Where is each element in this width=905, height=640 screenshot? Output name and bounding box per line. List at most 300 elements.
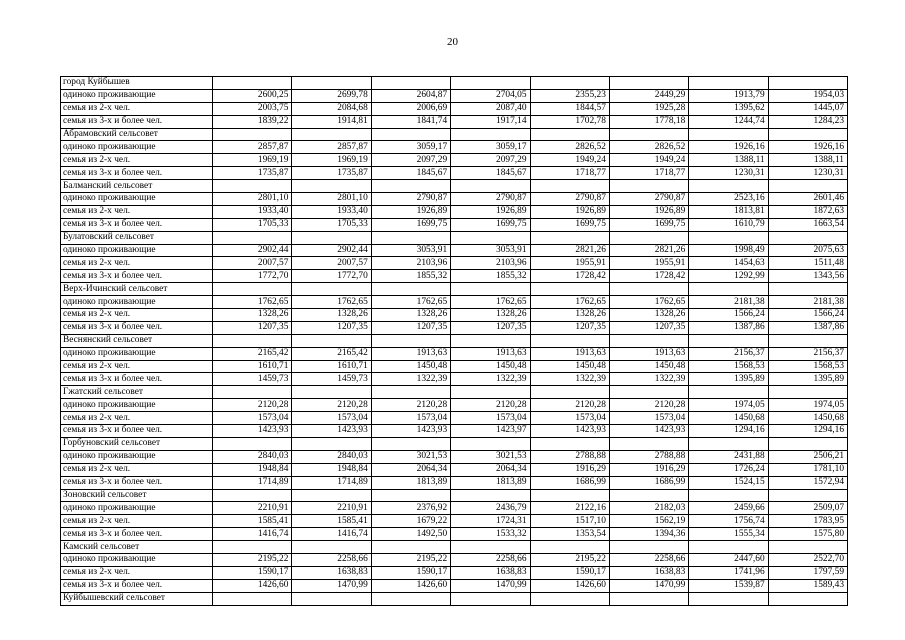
value-cell: 1387,86 (768, 321, 847, 334)
value-cell: 2087,40 (451, 102, 530, 115)
value-cell: 2195,22 (530, 553, 609, 566)
table-row (61, 373, 848, 386)
value-cell: 1207,35 (292, 321, 371, 334)
value-cell: 2120,28 (451, 399, 530, 412)
empty-cell (768, 541, 847, 554)
row-label: одиноко проживающие (61, 553, 213, 566)
value-cell: 1416,74 (213, 528, 292, 541)
value-cell: 1395,89 (689, 373, 768, 386)
value-cell: 2801,10 (292, 193, 371, 206)
empty-cell (768, 128, 847, 141)
section-title: Верх-Ичинский сельсовет (61, 283, 213, 296)
value-cell: 1762,65 (292, 296, 371, 309)
empty-cell (609, 283, 688, 296)
value-cell: 1702,78 (530, 115, 609, 128)
value-cell: 2182,03 (609, 502, 688, 515)
row-label: семья из 3-х и более чел. (61, 167, 213, 180)
value-cell: 2840,03 (213, 450, 292, 463)
value-cell: 1294,16 (689, 425, 768, 438)
row-label: одиноко проживающие (61, 89, 213, 102)
section-header-row (61, 334, 848, 347)
value-cell: 1445,07 (768, 102, 847, 115)
table-row (61, 502, 848, 515)
empty-cell (768, 231, 847, 244)
empty-cell (530, 231, 609, 244)
value-cell: 1954,03 (768, 89, 847, 102)
empty-cell (768, 180, 847, 193)
value-cell: 2003,75 (213, 102, 292, 115)
value-cell: 2210,91 (213, 502, 292, 515)
empty-cell (689, 592, 768, 605)
empty-cell (530, 77, 609, 90)
empty-cell (292, 283, 371, 296)
value-cell: 1728,42 (609, 270, 688, 283)
value-cell: 1387,86 (689, 321, 768, 334)
value-cell: 1718,77 (530, 167, 609, 180)
value-cell: 1590,17 (213, 566, 292, 579)
value-cell: 1797,59 (768, 566, 847, 579)
row-label: семья из 2-х чел. (61, 205, 213, 218)
row-label: одиноко проживающие (61, 347, 213, 360)
table-row (61, 360, 848, 373)
empty-cell (371, 541, 450, 554)
empty-cell (213, 541, 292, 554)
value-cell: 2097,29 (371, 154, 450, 167)
empty-cell (292, 437, 371, 450)
value-cell: 1343,56 (768, 270, 847, 283)
value-cell: 2084,68 (292, 102, 371, 115)
value-cell: 3053,91 (451, 244, 530, 257)
value-cell: 1294,16 (768, 425, 847, 438)
empty-cell (768, 283, 847, 296)
value-cell: 1539,87 (689, 579, 768, 592)
value-cell: 1572,94 (768, 476, 847, 489)
value-cell: 2195,22 (371, 553, 450, 566)
value-cell: 1844,57 (530, 102, 609, 115)
value-cell: 2447,60 (689, 553, 768, 566)
value-cell: 1913,63 (451, 347, 530, 360)
row-label: семья из 2-х чел. (61, 360, 213, 373)
value-cell: 1328,26 (292, 309, 371, 322)
empty-cell (530, 386, 609, 399)
section-title: город Куйбышев (61, 77, 213, 90)
empty-cell (213, 180, 292, 193)
row-label: семья из 3-х и более чел. (61, 115, 213, 128)
empty-cell (530, 489, 609, 502)
value-cell: 1926,89 (530, 205, 609, 218)
value-cell: 1916,29 (609, 463, 688, 476)
table-row (61, 425, 848, 438)
empty-cell (530, 592, 609, 605)
empty-cell (292, 541, 371, 554)
value-cell: 1573,04 (530, 412, 609, 425)
value-cell: 1772,70 (213, 270, 292, 283)
table-row (61, 309, 848, 322)
empty-cell (768, 592, 847, 605)
value-cell: 1328,26 (451, 309, 530, 322)
table-row (61, 115, 848, 128)
section-title: Зоновский сельсовет (61, 489, 213, 502)
empty-cell (292, 231, 371, 244)
value-cell: 2821,26 (609, 244, 688, 257)
value-cell: 1926,89 (451, 205, 530, 218)
value-cell: 1590,17 (371, 566, 450, 579)
value-cell: 1872,63 (768, 205, 847, 218)
empty-cell (451, 386, 530, 399)
value-cell: 1459,73 (292, 373, 371, 386)
value-cell: 1292,99 (689, 270, 768, 283)
empty-cell (609, 541, 688, 554)
empty-cell (213, 334, 292, 347)
value-cell: 1207,35 (609, 321, 688, 334)
empty-cell (768, 386, 847, 399)
value-cell: 2449,29 (609, 89, 688, 102)
empty-cell (292, 592, 371, 605)
value-cell: 1839,22 (213, 115, 292, 128)
empty-cell (689, 437, 768, 450)
value-cell: 1762,65 (213, 296, 292, 309)
row-label: семья из 3-х и более чел. (61, 579, 213, 592)
value-cell: 2376,92 (371, 502, 450, 515)
empty-cell (689, 128, 768, 141)
value-cell: 1772,70 (292, 270, 371, 283)
value-cell: 2181,38 (768, 296, 847, 309)
value-cell: 1568,53 (768, 360, 847, 373)
value-cell: 2840,03 (292, 450, 371, 463)
value-cell: 1566,24 (689, 309, 768, 322)
value-cell: 1573,04 (371, 412, 450, 425)
row-label: одиноко проживающие (61, 193, 213, 206)
value-cell: 1573,04 (609, 412, 688, 425)
empty-cell (371, 231, 450, 244)
value-cell: 1423,93 (530, 425, 609, 438)
row-label: одиноко проживающие (61, 296, 213, 309)
value-cell: 2790,87 (609, 193, 688, 206)
table-row (61, 218, 848, 231)
value-cell: 2006,69 (371, 102, 450, 115)
value-cell: 1914,81 (292, 115, 371, 128)
value-cell: 2120,28 (609, 399, 688, 412)
value-cell: 2801,10 (213, 193, 292, 206)
value-cell: 3059,17 (451, 141, 530, 154)
value-cell: 1762,65 (530, 296, 609, 309)
empty-cell (689, 283, 768, 296)
empty-cell (689, 77, 768, 90)
value-cell: 2704,05 (451, 89, 530, 102)
empty-cell (292, 334, 371, 347)
page-number: 20 (447, 36, 458, 48)
empty-cell (689, 386, 768, 399)
value-cell: 3053,91 (371, 244, 450, 257)
value-cell: 2523,16 (689, 193, 768, 206)
table-row (61, 89, 848, 102)
row-label: одиноко проживающие (61, 244, 213, 257)
value-cell: 2355,23 (530, 89, 609, 102)
empty-cell (451, 231, 530, 244)
value-cell: 1741,96 (689, 566, 768, 579)
value-cell: 1207,35 (213, 321, 292, 334)
value-cell: 1686,99 (530, 476, 609, 489)
value-cell: 2120,28 (213, 399, 292, 412)
section-header-row (61, 437, 848, 450)
value-cell: 1974,05 (689, 399, 768, 412)
empty-cell (530, 283, 609, 296)
value-cell: 1426,60 (213, 579, 292, 592)
empty-cell (451, 283, 530, 296)
table-row (61, 141, 848, 154)
empty-cell (292, 489, 371, 502)
value-cell: 1926,16 (689, 141, 768, 154)
empty-cell (609, 128, 688, 141)
value-cell: 2165,42 (213, 347, 292, 360)
value-cell: 2103,96 (451, 257, 530, 270)
value-cell: 2509,07 (768, 502, 847, 515)
value-cell: 1388,11 (768, 154, 847, 167)
value-cell: 1718,77 (609, 167, 688, 180)
empty-cell (530, 334, 609, 347)
value-cell: 2103,96 (371, 257, 450, 270)
table-row (61, 463, 848, 476)
table-row (61, 102, 848, 115)
section-header-row (61, 283, 848, 296)
value-cell: 2097,29 (451, 154, 530, 167)
value-cell: 1450,68 (768, 412, 847, 425)
empty-cell (213, 231, 292, 244)
row-label: семья из 3-х и более чел. (61, 218, 213, 231)
value-cell: 3021,53 (371, 450, 450, 463)
value-cell: 1454,63 (689, 257, 768, 270)
row-label: семья из 2-х чел. (61, 102, 213, 115)
empty-cell (213, 386, 292, 399)
value-cell: 1933,40 (213, 205, 292, 218)
value-cell: 1284,23 (768, 115, 847, 128)
section-header-row (61, 592, 848, 605)
value-cell: 1926,16 (768, 141, 847, 154)
value-cell: 2788,88 (609, 450, 688, 463)
row-label: семья из 3-х и более чел. (61, 321, 213, 334)
value-cell: 1423,97 (451, 425, 530, 438)
value-cell: 1328,26 (609, 309, 688, 322)
value-cell: 1917,14 (451, 115, 530, 128)
value-cell: 2064,34 (451, 463, 530, 476)
value-cell: 1524,15 (689, 476, 768, 489)
empty-cell (609, 489, 688, 502)
value-cell: 1450,68 (689, 412, 768, 425)
value-cell: 1913,63 (530, 347, 609, 360)
empty-cell (371, 77, 450, 90)
value-cell: 1756,74 (689, 515, 768, 528)
value-cell: 1388,11 (689, 154, 768, 167)
value-cell: 3021,53 (451, 450, 530, 463)
value-cell: 2436,79 (451, 502, 530, 515)
empty-cell (530, 128, 609, 141)
value-cell: 1735,87 (213, 167, 292, 180)
row-label: семья из 2-х чел. (61, 515, 213, 528)
value-cell: 1949,24 (609, 154, 688, 167)
table-row (61, 257, 848, 270)
value-cell: 2120,28 (371, 399, 450, 412)
value-cell: 1322,39 (371, 373, 450, 386)
empty-cell (451, 128, 530, 141)
value-cell: 1948,84 (213, 463, 292, 476)
value-cell: 1699,75 (371, 218, 450, 231)
empty-cell (768, 77, 847, 90)
value-cell: 2902,44 (292, 244, 371, 257)
value-cell: 2181,38 (689, 296, 768, 309)
value-cell: 2258,66 (609, 553, 688, 566)
value-cell: 1575,80 (768, 528, 847, 541)
value-cell: 1699,75 (609, 218, 688, 231)
empty-cell (609, 77, 688, 90)
table-row (61, 347, 848, 360)
value-cell: 2600,25 (213, 89, 292, 102)
empty-cell (451, 180, 530, 193)
value-cell: 1207,35 (451, 321, 530, 334)
empty-cell (689, 231, 768, 244)
value-cell: 1230,31 (768, 167, 847, 180)
value-cell: 1663,54 (768, 218, 847, 231)
empty-cell (213, 77, 292, 90)
value-cell: 1566,24 (768, 309, 847, 322)
value-cell: 2604,87 (371, 89, 450, 102)
value-cell: 2790,87 (371, 193, 450, 206)
value-cell: 1855,32 (451, 270, 530, 283)
value-cell: 1638,83 (451, 566, 530, 579)
value-cell: 1585,41 (213, 515, 292, 528)
empty-cell (609, 334, 688, 347)
value-cell: 2165,42 (292, 347, 371, 360)
value-cell: 2258,66 (292, 553, 371, 566)
empty-cell (371, 592, 450, 605)
value-cell: 2156,37 (689, 347, 768, 360)
value-cell: 1762,65 (451, 296, 530, 309)
value-cell: 1949,24 (530, 154, 609, 167)
empty-cell (451, 334, 530, 347)
value-cell: 2459,66 (689, 502, 768, 515)
value-cell: 1511,48 (768, 257, 847, 270)
empty-cell (451, 437, 530, 450)
value-cell: 1328,26 (530, 309, 609, 322)
value-cell: 1450,48 (530, 360, 609, 373)
section-header-row (61, 128, 848, 141)
value-cell: 1573,04 (451, 412, 530, 425)
empty-cell (213, 437, 292, 450)
value-cell: 2064,34 (371, 463, 450, 476)
value-cell: 2007,57 (213, 257, 292, 270)
value-cell: 1207,35 (371, 321, 450, 334)
value-cell: 2857,87 (292, 141, 371, 154)
value-cell: 1845,67 (451, 167, 530, 180)
value-cell: 3059,17 (371, 141, 450, 154)
row-label: семья из 3-х и более чел. (61, 270, 213, 283)
value-cell: 1610,71 (213, 360, 292, 373)
empty-cell (213, 489, 292, 502)
empty-cell (292, 77, 371, 90)
section-header-row (61, 541, 848, 554)
section-title: Горбуновский сельсовет (61, 437, 213, 450)
value-cell: 1762,65 (609, 296, 688, 309)
empty-cell (371, 334, 450, 347)
value-cell: 1450,48 (609, 360, 688, 373)
empty-cell (609, 386, 688, 399)
value-cell: 1638,83 (609, 566, 688, 579)
empty-cell (292, 386, 371, 399)
section-title: Веснянский сельсовет (61, 334, 213, 347)
empty-cell (451, 541, 530, 554)
row-label: семья из 2-х чел. (61, 257, 213, 270)
value-cell: 1998,49 (689, 244, 768, 257)
empty-cell (371, 128, 450, 141)
value-cell: 1735,87 (292, 167, 371, 180)
value-cell: 1724,31 (451, 515, 530, 528)
empty-cell (609, 592, 688, 605)
empty-cell (371, 489, 450, 502)
value-cell: 2156,37 (768, 347, 847, 360)
empty-cell (609, 437, 688, 450)
value-cell: 1781,10 (768, 463, 847, 476)
section-title: Куйбышевский сельсовет (61, 592, 213, 605)
value-cell: 1926,89 (609, 205, 688, 218)
value-cell: 2601,46 (768, 193, 847, 206)
value-cell: 1948,84 (292, 463, 371, 476)
value-cell: 2902,44 (213, 244, 292, 257)
value-cell: 1916,29 (530, 463, 609, 476)
value-cell: 1762,65 (371, 296, 450, 309)
empty-cell (689, 541, 768, 554)
row-label: семья из 3-х и более чел. (61, 528, 213, 541)
value-cell: 1244,74 (689, 115, 768, 128)
table-row (61, 154, 848, 167)
section-title: Балманский сельсовет (61, 180, 213, 193)
section-header-row (61, 386, 848, 399)
value-cell: 1555,34 (689, 528, 768, 541)
value-cell: 1230,31 (689, 167, 768, 180)
empty-cell (451, 489, 530, 502)
value-cell: 1969,19 (292, 154, 371, 167)
value-cell: 1470,99 (609, 579, 688, 592)
table-row (61, 579, 848, 592)
value-cell: 1353,54 (530, 528, 609, 541)
value-cell: 1638,83 (292, 566, 371, 579)
value-cell: 2210,91 (292, 502, 371, 515)
value-cell: 2506,21 (768, 450, 847, 463)
value-cell: 1470,99 (451, 579, 530, 592)
section-title: Абрамовский сельсовет (61, 128, 213, 141)
value-cell: 2075,63 (768, 244, 847, 257)
value-cell: 2790,87 (451, 193, 530, 206)
empty-cell (292, 180, 371, 193)
value-cell: 1322,39 (530, 373, 609, 386)
value-cell: 1395,62 (689, 102, 768, 115)
section-title: Гжатский сельсовет (61, 386, 213, 399)
value-cell: 2522,70 (768, 553, 847, 566)
value-cell: 1926,89 (371, 205, 450, 218)
empty-cell (451, 77, 530, 90)
value-cell: 1450,48 (451, 360, 530, 373)
empty-cell (609, 231, 688, 244)
value-cell: 1328,26 (371, 309, 450, 322)
value-cell: 1423,93 (371, 425, 450, 438)
table-row (61, 193, 848, 206)
value-cell: 1933,40 (292, 205, 371, 218)
section-title: Камский сельсовет (61, 541, 213, 554)
empty-cell (530, 437, 609, 450)
value-cell: 1783,95 (768, 515, 847, 528)
empty-cell (768, 489, 847, 502)
value-cell: 1610,71 (292, 360, 371, 373)
empty-cell (371, 386, 450, 399)
value-cell: 1423,93 (213, 425, 292, 438)
